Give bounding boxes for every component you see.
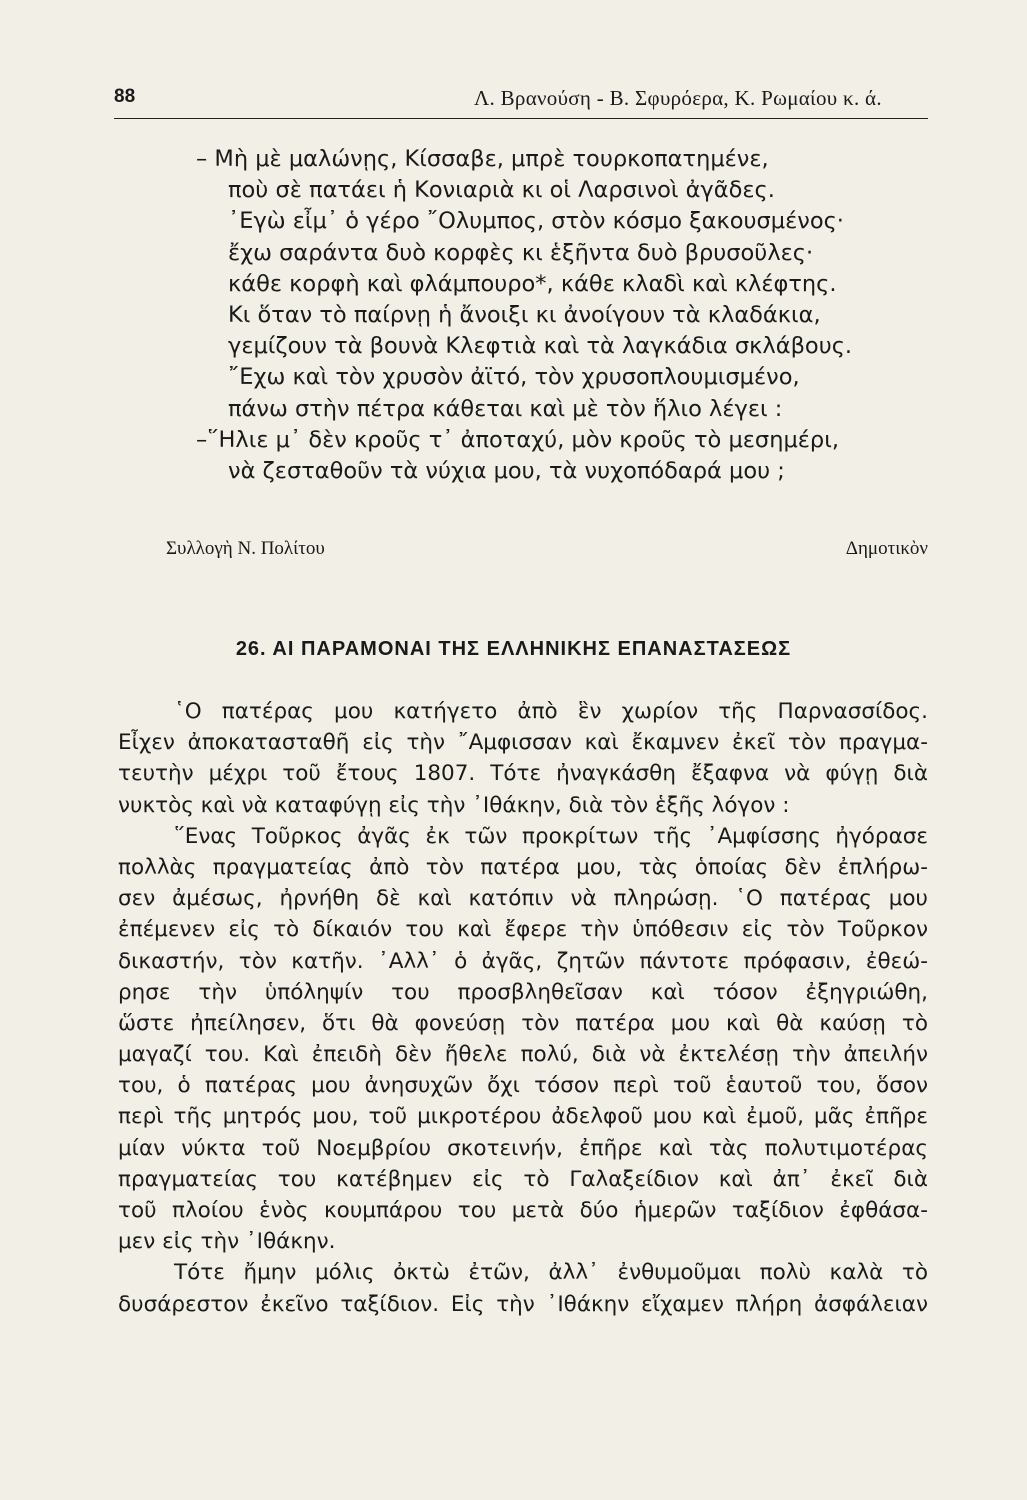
poem-line: κάθε κορφὴ καὶ φλάμπουρο*, κάθε κλαδὶ καὶ κλέφτης. xyxy=(228,270,837,297)
poem-line: ῎Εχω καὶ τὸν χρυσὸν ἀϊτό, τὸν χρυσοπλουμισμένο, xyxy=(228,364,800,391)
page-header xyxy=(114,86,928,116)
prose-line: περὶ τῆς μητρός μου, τοῦ μικροτέρου ἀδελφοῦ μου καὶ ἐμοῦ, μᾶς ἐπῆρε xyxy=(118,1104,928,1130)
prose-line: του, ὁ πατέρας μου ἀνησυχῶν ὄχι τόσον περὶ τοῦ ἑαυτοῦ του, ὅσον xyxy=(118,1073,928,1099)
prose-line: δυσάρεστον ἐκεῖνο ταξίδιον. Εἰς τὴν ᾿Ιθάκην εἴχαμεν πλήρη ἀσφάλειαν xyxy=(118,1291,928,1317)
poem-line: ποὺ σὲ πατάει ἡ Κονιαριὰ κι οἱ Λαρσινοὶ ἀγᾶδες. xyxy=(228,177,775,204)
running-title: Λ. Βρανούση - Β. Σφυρόερα, Κ. Ρωμαίου κ. ά. xyxy=(474,86,882,110)
prose-line: Τότε ἤμην μόλις ὀκτὼ ἐτῶν, ἀλλ᾿ ἐνθυμοῦμαι πολὺ καλὰ τὸ xyxy=(174,1260,928,1286)
prose-line: μεν εἰς τὴν ᾿Ιθάκην. xyxy=(118,1229,336,1255)
poem-line: –῞Ηλιε μ᾿ δὲν κροῦς τ᾿ ἀποταχύ, μὸν κροῦς τὸ μεσημέρι, xyxy=(196,426,839,453)
prose-line: ῞Ενας Τοῦρκος ἀγᾶς ἐκ τῶν προκρίτων τῆς ᾿Αμφίσσης ἠγόρασε xyxy=(174,823,928,849)
poem-line: πάνω στὴν πέτρα κάθεται καὶ μὲ τὸν ἥλιο λέγει : xyxy=(228,395,783,422)
prose-line: μίαν νύκτα τοῦ Νοεμβρίου σκοτεινήν, ἐπῆρε καὶ τὰς πολυτιμοτέρας xyxy=(118,1135,928,1161)
header-rule xyxy=(114,118,928,119)
source-genre: Δημοτικὸν xyxy=(845,538,928,559)
page-number: 88 xyxy=(114,86,136,107)
prose-line: πολλὰς πραγματείας ἀπὸ τὸν πατέρα μου, τὰς ὁποίας δὲν ἐπλήρω- xyxy=(118,854,928,880)
poem-line: ἔχω σαράντα δυὸ κορφὲς κι ἑξῆντα δυὸ βρυσοῦλες· xyxy=(228,239,814,266)
prose-line: δικαστήν, τὸν κατῆν. ᾿Αλλ᾿ ὁ ἀγᾶς, ζητῶν πάντοτε πρόφασιν, ἐθεώ- xyxy=(118,948,928,974)
prose-line: ὥστε ἠπείλησεν, ὅτι θὰ φονεύσῃ τὸν πατέρα μου καὶ θὰ καύσῃ τὸ xyxy=(118,1010,928,1036)
poem-block xyxy=(196,144,928,487)
prose-block xyxy=(118,696,928,1320)
poem-line: – Μὴ μὲ μαλώνῃς, Κίσσαβε, μπρὲ τουρκοπατημένε, xyxy=(196,146,769,172)
poem-line: ᾿Εγὼ εἶμ᾿ ὁ γέρο ῎Ολυμπος, στὸν κόσμο ξακουσμένος· xyxy=(228,208,844,235)
prose-line: ἐπέμενεν εἰς τὸ δίκαιόν του καὶ ἔφερε τὴν ὑπόθεσιν εἰς τὸν Τοῦρκον xyxy=(118,917,928,943)
section-title: 26. ΑΙ ΠΑΡΑΜΟΝΑΙ ΤΗΣ ΕΛΛΗΝΙΚΗΣ ΕΠΑΝΑΣΤΑΣΕΩΣ xyxy=(235,638,792,660)
poem-line: Κι ὅταν τὸ παίρνῃ ἡ ἄνοιξι κι ἀνοίγουν τὰ κλαδάκια, xyxy=(228,302,821,329)
prose-line: τευτὴν μέχρι τοῦ ἔτους 1807. Τότε ἠναγκάσθη ἔξαφνα νὰ φύγῃ διὰ xyxy=(118,761,928,787)
poem-line: γεμίζουν τὰ βουνὰ Κλεφτιὰ καὶ τὰ λαγκάδια σκλάβους. xyxy=(228,333,853,360)
source-collection: Συλλογὴ Ν. Πολίτου xyxy=(166,538,325,559)
prose-line: νυκτὸς καὶ νὰ καταφύγῃ εἰς τὴν ᾿Ιθάκην, διὰ τὸν ἑξῆς λόγον : xyxy=(118,792,790,818)
prose-line: Εἶχεν ἀποκατασταθῆ εἰς τὴν ῎Αμφισσαν καὶ ἔκαμνεν ἐκεῖ τὸν πραγμα- xyxy=(118,730,928,756)
poem-line: νὰ ζεσταθοῦν τὰ νύχια μου, τὰ νυχοπόδαρά μου ; xyxy=(228,458,785,485)
poem-source xyxy=(166,538,928,568)
prose-line: ρησε τὴν ὑπόληψίν του προσβληθεῖσαν καὶ τόσον ἐξηγριώθη, xyxy=(118,979,928,1005)
prose-line: πραγματείας του κατέβημεν εἰς τὸ Γαλαξείδιον καὶ ἀπ᾿ ἐκεῖ διὰ xyxy=(118,1166,928,1192)
prose-line: ῾Ο πατέρας μου κατήγετο ἀπὸ ἓν χωρίον τῆς Παρνασσίδος. xyxy=(174,699,928,724)
prose-line: σεν ἀμέσως, ἠρνήθη δὲ καὶ κατόπιν νὰ πληρώσῃ. ῾Ο πατέρας μου xyxy=(118,886,928,912)
prose-line: μαγαζί του. Καὶ ἐπειδὴ δὲν ἤθελε πολύ, διὰ νὰ ἐκτελέσῃ τὴν ἀπειλήν xyxy=(118,1042,928,1068)
prose-line: τοῦ πλοίου ἑνὸς κουμπάρου του μετὰ δύο ἡμερῶν ταξίδιον ἐφθάσα- xyxy=(118,1198,928,1223)
